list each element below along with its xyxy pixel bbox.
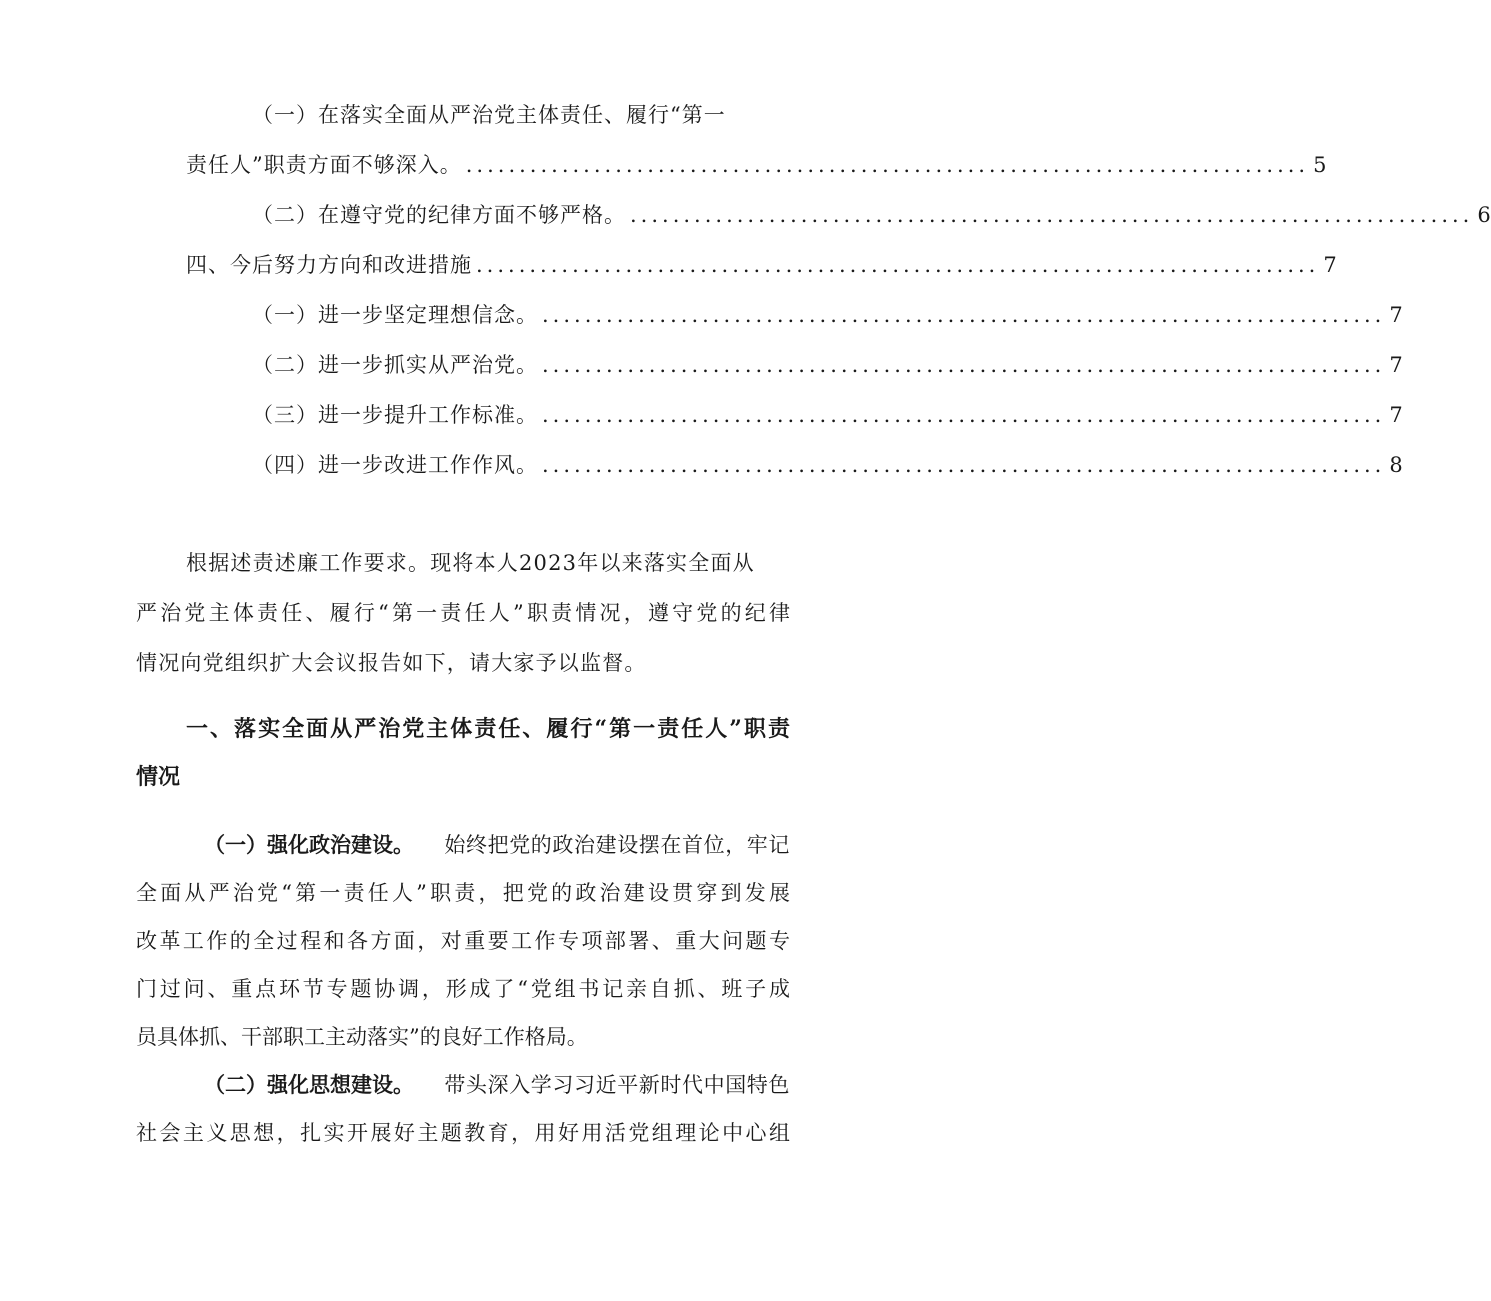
toc-entry-text: 责任人”职责方面不够深入。 xyxy=(186,153,462,177)
toc-leader-dots: ............................................................................... xyxy=(542,303,1386,327)
toc-entry-text: （二）进一步抓实从严治党。 xyxy=(252,353,538,377)
toc-entry-text: （三）进一步提升工作标准。 xyxy=(252,403,538,427)
toc-entry-text: （四）进一步改进工作作风。 xyxy=(252,453,538,477)
toc-leader-dots: ............................................................................... xyxy=(465,153,1310,177)
para2-line-1 xyxy=(204,1070,790,1100)
toc-leader-dots: ............................................................................... xyxy=(542,353,1386,377)
para1-line-1 xyxy=(204,830,790,860)
para1-line-2 xyxy=(136,878,790,908)
para1-text: 全面从严治党“第一责任人”职责，把党的政治建设贯穿到发展 xyxy=(136,881,790,905)
intro-text: 严治党主体责任、履行“第一责任人”职责情况，遵守党的纪律 xyxy=(136,601,790,625)
intro-line-2 xyxy=(136,598,790,628)
toc-page-number: 7 xyxy=(1389,303,1403,327)
toc-entry-text: 四、今后努力方向和改进措施 xyxy=(186,253,472,277)
para1-lead: （一）强化政治建设。 xyxy=(204,832,414,857)
toc-entry-4[interactable] xyxy=(252,300,1403,330)
toc-page-number: 7 xyxy=(1323,253,1337,277)
para2-line-2 xyxy=(136,1118,790,1148)
para1-line-3 xyxy=(136,926,790,956)
intro-line-3 xyxy=(136,648,790,678)
para1-text: 员具体抓、干部职工主动落实”的良好工作格局。 xyxy=(136,1025,588,1049)
toc-entry-1-line2[interactable] xyxy=(186,150,1327,180)
toc-leader-dots: ............................................................................... xyxy=(542,453,1386,477)
toc-entry-text: （一）在落实全面从严治党主体责任、履行“第一 xyxy=(252,103,726,127)
para1-line-4 xyxy=(136,974,790,1004)
para1-text: 门过问、重点环节专题协调，形成了“党组书记亲自抓、班子成 xyxy=(136,977,790,1001)
toc-page-number: 7 xyxy=(1389,353,1403,377)
toc-entry-5[interactable] xyxy=(252,350,1403,380)
para1-line-5 xyxy=(136,1022,790,1052)
toc-page-number: 5 xyxy=(1313,153,1327,177)
para2-lead: （二）强化思想建设。 xyxy=(204,1072,414,1097)
toc-entry-1-line1[interactable] xyxy=(252,100,772,130)
toc-entry-3[interactable] xyxy=(186,250,1337,280)
toc-page-number: 7 xyxy=(1389,403,1403,427)
toc-entry-text: （一）进一步坚定理想信念。 xyxy=(252,303,538,327)
toc-page-number: 8 xyxy=(1389,453,1403,477)
toc-leader-dots: ............................................................................... xyxy=(630,203,1474,227)
toc-page-number: 6 xyxy=(1477,203,1491,227)
toc-leader-dots: ............................................................................... xyxy=(476,253,1320,277)
toc-entry-text: （二）在遵守党的纪律方面不够严格。 xyxy=(252,203,626,227)
intro-line-1 xyxy=(186,548,790,578)
para2-text: 社会主义思想，扎实开展好主题教育，用好用活党组理论中心组 xyxy=(136,1121,790,1145)
para2-line1-rest: 带头深入学习习近平新时代中国特色 xyxy=(444,1073,790,1097)
intro-text: 情况向党组织扩大会议报告如下，请大家予以监督。 xyxy=(136,651,647,675)
section-heading-line2: 情况 xyxy=(136,764,181,790)
intro-text: 根据述责述廉工作要求。现将本人2023年以来落实全面从 xyxy=(186,551,755,575)
para1-line1-rest: 始终把党的政治建设摆在首位，牢记 xyxy=(444,833,790,857)
para1-text: 改革工作的全过程和各方面，对重要工作专项部署、重大问题专 xyxy=(136,929,790,953)
section-heading-cont xyxy=(136,762,790,792)
toc-entry-7[interactable] xyxy=(252,450,1403,480)
toc-entry-2[interactable] xyxy=(252,200,1491,230)
toc-leader-dots: ............................................................................... xyxy=(542,403,1386,427)
toc-entry-6[interactable] xyxy=(252,400,1403,430)
section-heading-line1: 一、落实全面从严治党主体责任、履行“第一责任人”职责 xyxy=(186,716,790,742)
section-heading xyxy=(186,714,790,744)
